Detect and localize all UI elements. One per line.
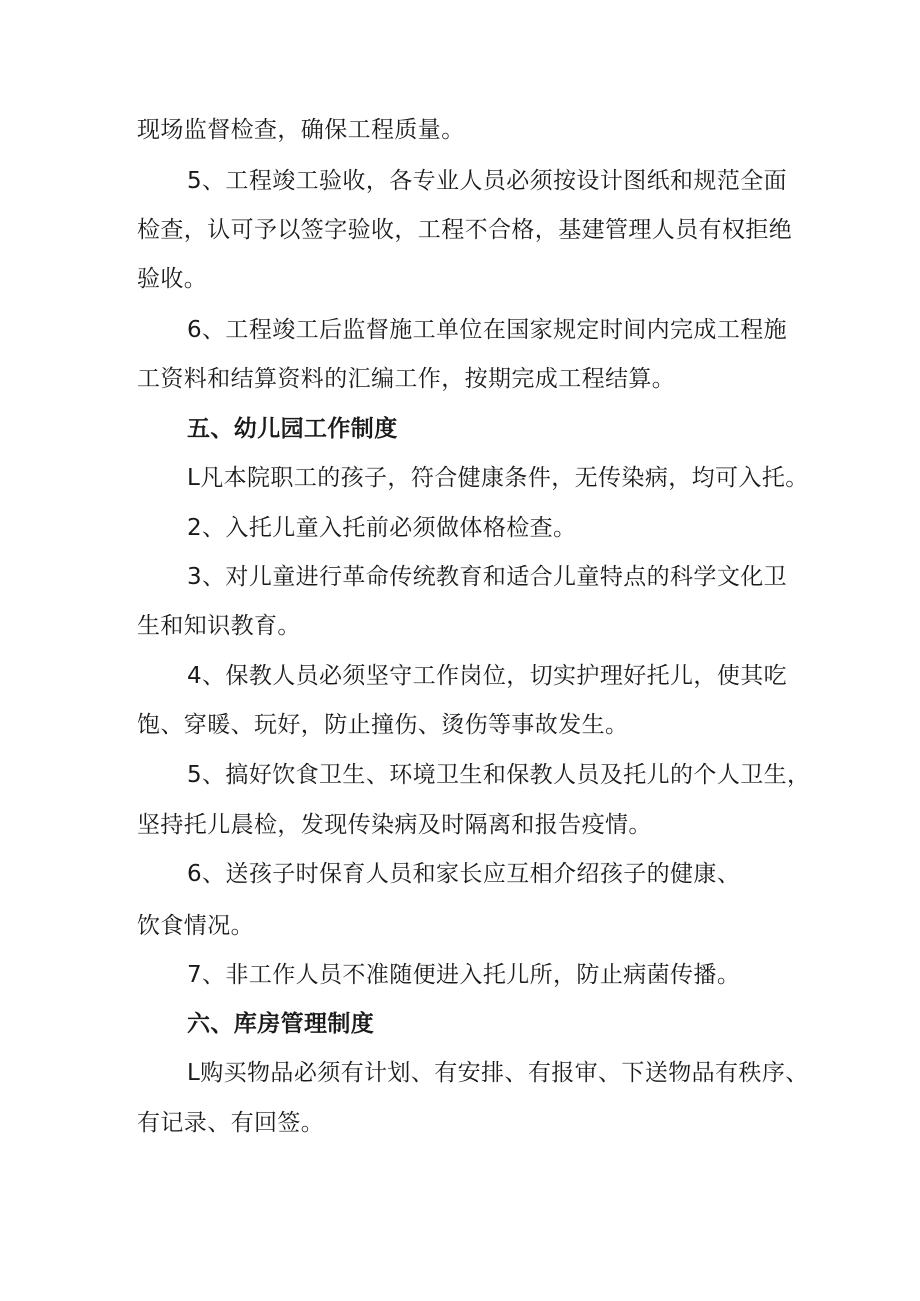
text-line: 2、入托儿童入托前必须做体格检查。	[187, 515, 577, 541]
text-line: 工资料和结算资料的汇编工作，按期完成工程结算。	[137, 366, 676, 392]
text-line: 检查，认可予以签字验收，工程不合格，基建管理人员有权拒绝	[137, 217, 793, 243]
text-line: L购买物品必须有计划、有安排、有报审、下送物品有秩序、	[187, 1060, 809, 1086]
section-heading: 五、幼儿园工作制度	[187, 416, 398, 442]
text-line: 6、送孩子时保育人员和家长应互相介绍孩子的健康、	[187, 861, 741, 887]
text-line: 有记录、有回签。	[137, 1110, 325, 1136]
text-line: 4、保教人员必须坚守工作岗位，切实护理好托儿，使其吃	[187, 663, 788, 689]
text-line: 饮食情况。	[137, 913, 254, 939]
text-line: 生和知识教育。	[137, 613, 301, 639]
text-line: 现场监督检查，确保工程质量。	[137, 117, 465, 143]
section-heading: 六、库房管理制度	[187, 1011, 375, 1037]
text-line: 5、工程竣工验收，各专业人员必须按设计图纸和规范全面	[187, 168, 788, 194]
text-line: 5、搞好饮食卫生、环境卫生和保教人员及托儿的个人卫生，	[187, 762, 811, 788]
text-line: L凡本院职工的孩子，符合健康条件，无传染病，均可入托。	[187, 465, 809, 491]
text-line: 6、工程竣工后监督施工单位在国家规定时间内完成工程施	[187, 317, 788, 343]
text-line: 饱、穿暖、玩好，防止撞伤、烫伤等事故发生。	[137, 712, 629, 738]
text-line: 验收。	[137, 266, 208, 292]
text-line: 坚持托儿晨检，发现传染病及时隔离和报告疫情。	[137, 812, 652, 838]
text-line: 7、非工作人员不准随便进入托儿所，防止病菌传播。	[187, 962, 741, 988]
text-line: 3、对儿童进行革命传统教育和适合儿童特点的科学文化卫	[187, 564, 788, 590]
